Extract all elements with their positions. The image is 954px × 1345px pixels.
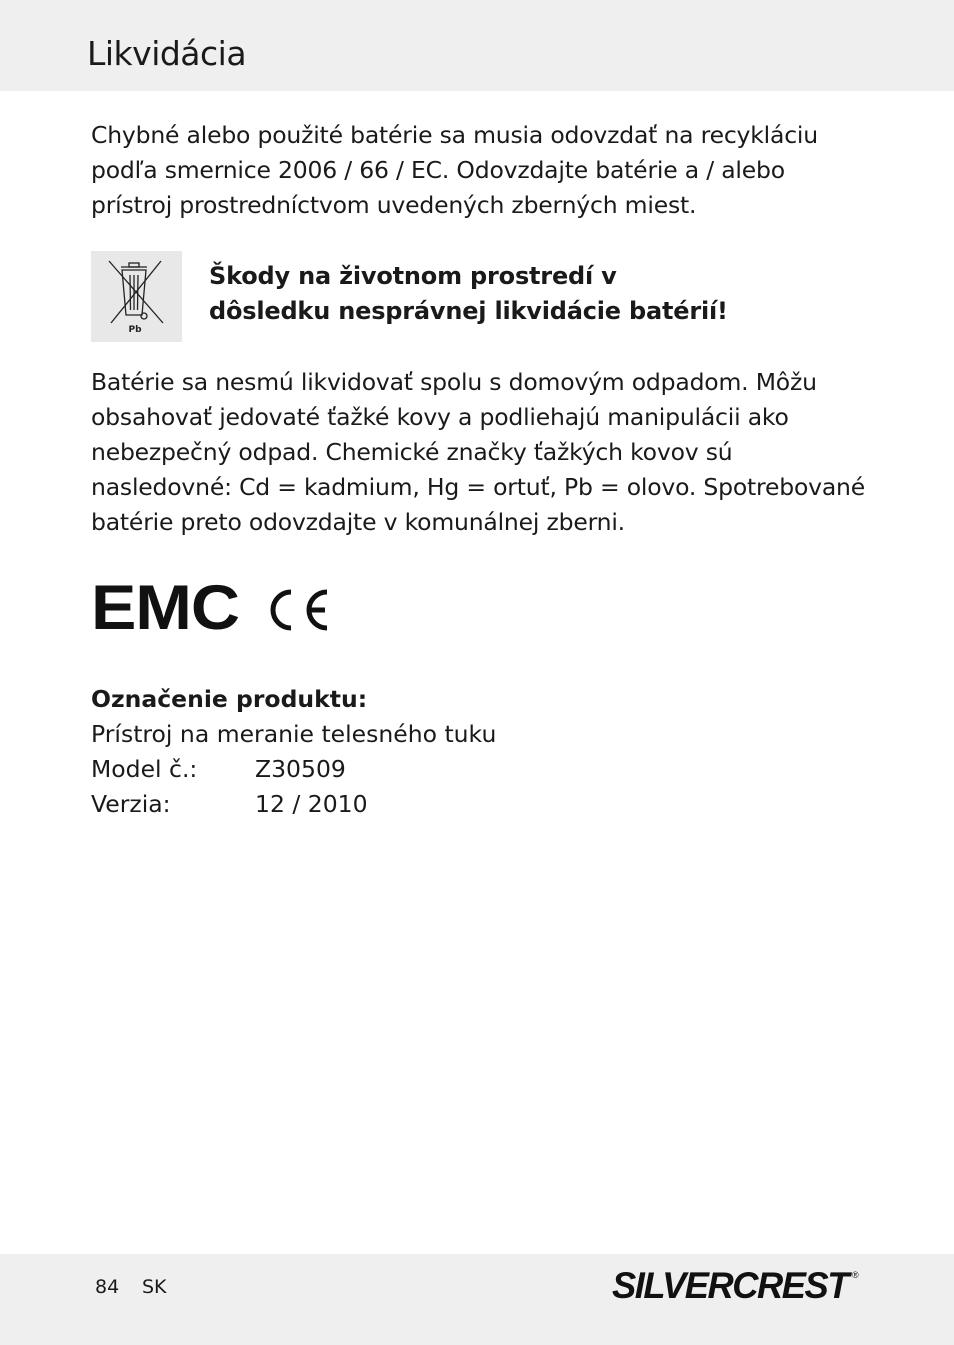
- crossed-out-wheelie-bin-icon: [91, 251, 182, 342]
- language-code: SK: [142, 1276, 167, 1298]
- version-key: Verzia:: [91, 790, 171, 818]
- warning-heading-line-2: dôsledku nesprávnej likvidácie batérií!: [209, 297, 728, 325]
- version-row: [91, 787, 691, 822]
- product-info: [91, 682, 691, 822]
- warning-heading-line-1: Škody na životnom prostredí v: [209, 262, 617, 290]
- ce-conformity-icon: [265, 588, 331, 636]
- registered-mark: ®: [852, 1270, 859, 1280]
- emc-mark: EMC: [91, 573, 239, 643]
- battery-hazard-paragraph: Batérie sa nesmú likvidovať spolu s domovým odpadom. Môžu obsahovať jedovaté ťažké kovy a podliehajú manipulácii ako nebezpečný odpad. Chemické značky ťažkých kovov sú nasledovné: Cd = kadmium, Hg = ortuť, Pb = olovo. Spotrebované batérie preto odovzdajte v komunálnej zberni.: [91, 368, 866, 536]
- page-title: Likvidácia: [87, 34, 247, 73]
- model-row: [91, 752, 691, 787]
- disposal-paragraph: Chybné alebo použité batérie sa musia odovzdať na recykláciu podľa smernice 2006 / 66 / EC. Odovzdajte batérie a / alebo prístroj prostredníctvom uvedených zberných miest.: [91, 121, 818, 219]
- warning-heading: [209, 259, 869, 329]
- product-description: Prístroj na meranie telesného tuku: [91, 720, 497, 748]
- brand-logo: [612, 1261, 864, 1307]
- product-label: Označenie produktu:: [91, 685, 368, 713]
- version-value: 12 / 2010: [255, 790, 368, 818]
- model-key: Model č.:: [91, 755, 198, 783]
- brand-name: SILVERCREST: [612, 1265, 853, 1306]
- pb-label: Pb: [128, 325, 142, 335]
- page-number: 84: [95, 1276, 120, 1298]
- model-value: Z30509: [255, 755, 346, 783]
